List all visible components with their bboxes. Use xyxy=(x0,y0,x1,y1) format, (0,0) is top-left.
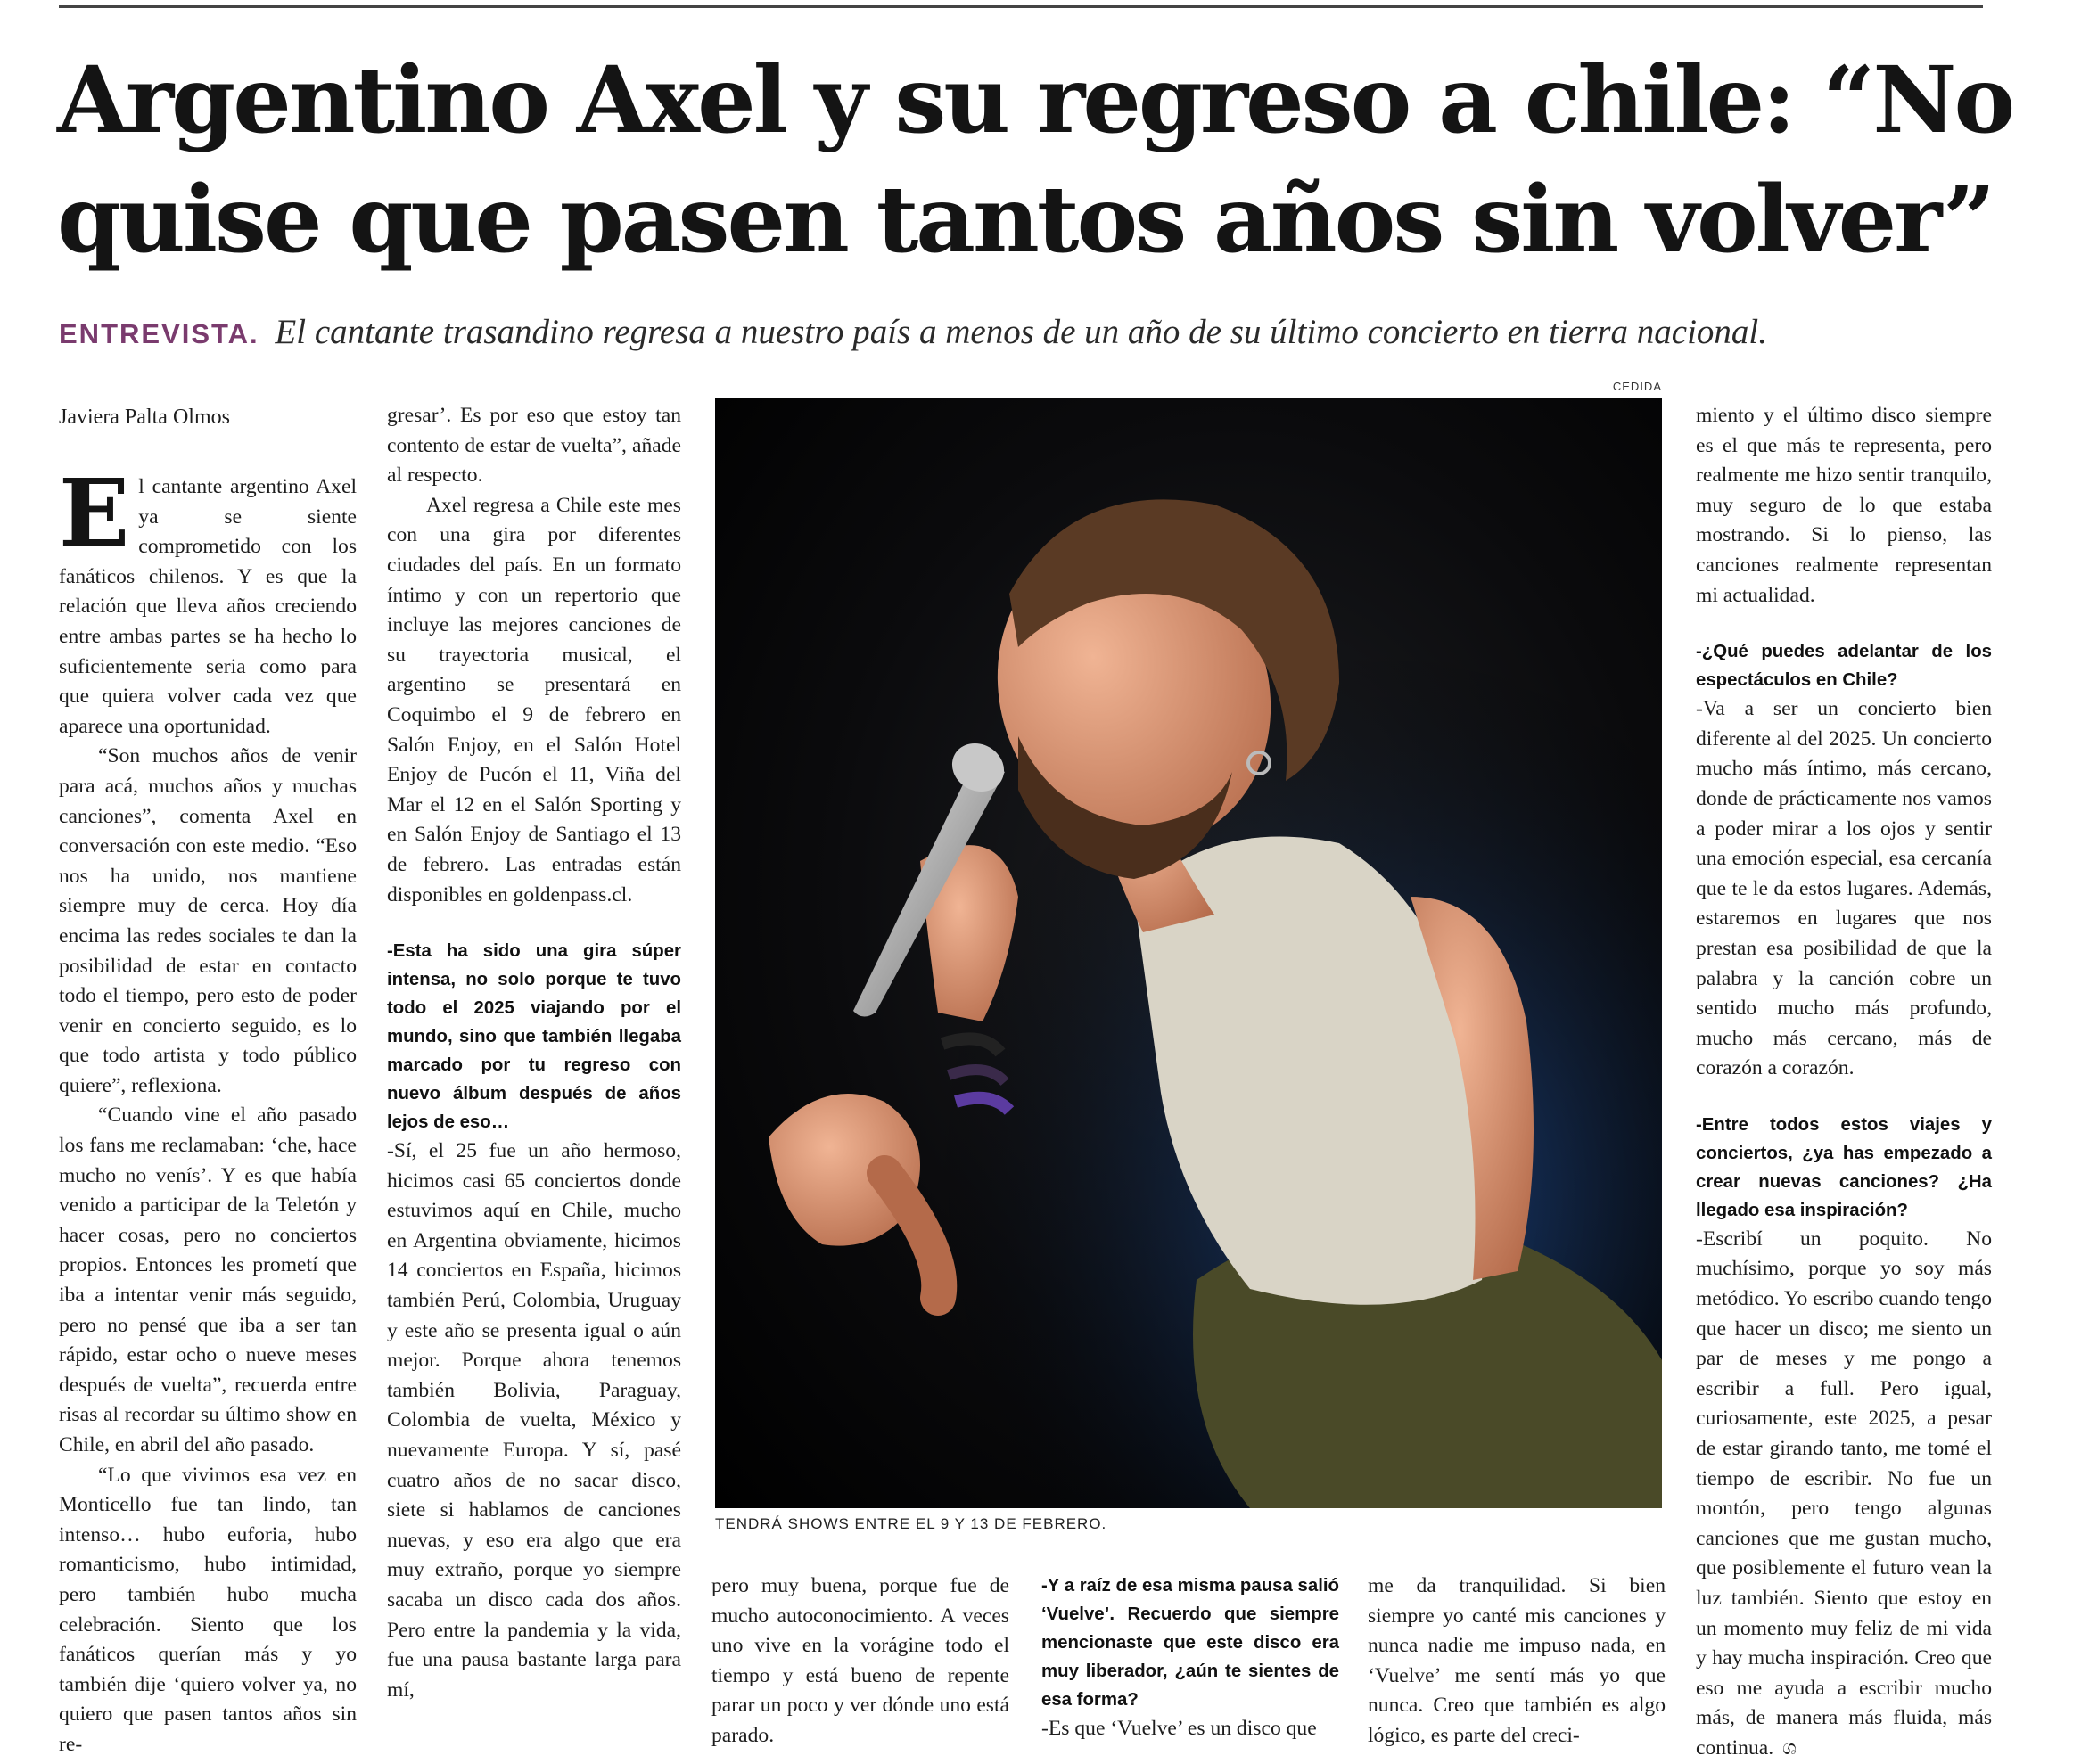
photo-credit: CEDIDA xyxy=(1612,380,1662,393)
paragraph: “Cuando vine el año pasado los fans me reclamaban: ‘che, hace mucho no venís’. Y es que había venido a participar de la Teletón y hacer cosas, pero no conciertos propios. Entonces les prometí que iba a intentar venir más seguido, pero no pensé que iba a ser tan rápido, estar ocho o nueve meses después de vuelta”, recuerda entre risas al recordar su último show en Chile, en abril del año pasado. xyxy=(59,1104,357,1456)
end-mark: ශ xyxy=(1782,1736,1797,1760)
interview-question: -Esta ha sido una gira súper intensa, no solo porque te tuvo todo el 2025 viajando por el mundo, sino que también llegaba marcado por tu regreso con nuevo álbum después de años lejos de eso… xyxy=(387,941,681,1133)
photo-caption: TENDRÁ SHOWS ENTRE EL 9 Y 13 DE FEBRERO. xyxy=(715,1515,1107,1532)
answer-text: -Escribí un poquito. No muchísimo, porque yo soy más metódico. Yo escribo cuando tengo que hacer un disco; me siento un par de meses y me pongo a escribir a full. Pero igual, curiosamente, este 2025, a pesar de estar girando tanto, me tomé el tiempo de escribir. No fue un montón, pero tengo algunas canciones que me gustan mucho, que posiblemente el futuro vean la luz también. Siento que estoy en un momento muy feliz de mi vida y hay mucha inspiración. Creo que eso me ayuda a escribir mucho más, de manera más fluida, más continua. xyxy=(1696,1227,1992,1760)
interview-question: -¿Qué puedes adelantar de los espectáculos en Chile? xyxy=(1696,642,1992,691)
paragraph: gresar’. Es por eso que estoy tan contento de estar de vuelta”, añade al respecto. xyxy=(387,404,681,488)
article-column-4 xyxy=(1041,1571,1339,1744)
section-kicker: ENTREVISTA. xyxy=(59,318,259,349)
interview-question: -Entre todos estos viajes y conciertos, ¿ya has empezado a crear nuevas canciones? ¿Ha llegado esa inspiración? xyxy=(1696,1114,1992,1220)
concert-photo xyxy=(715,398,1662,1508)
paragraph: “Son muchos años de venir para acá, muchos años y muchas canciones”, comenta Axel en conversación con este medio. “Eso nos ha unido, nos mantiene siempre muy de cerca. Hoy día encima las redes sociales te dan la posibilidad de estar en contacto todo el tiempo, pero esto de poder venir en concierto seguido, es lo que todo artista y todo público quiere”, reflexiona. xyxy=(59,744,357,1097)
article-column-1 xyxy=(59,401,357,1760)
standfirst: El cantante trasandino regresa a nuestro país a menos de un año de su último concierto en tierra nacional. xyxy=(275,313,1767,351)
paragraph: Axel regresa a Chile este mes con una gira por diferentes ciudades del país. En un formato íntimo y con un repertorio que incluye las mejores canciones de su trayectoria musical, el argentino se presentará en Coquimbo el 9 de febrero en Salón Enjoy, en el Salón Hotel Enjoy de Pucón el 11, Viña del Mar el 12 en el Salón Sporting y en Salón Enjoy de Santiago el 13 de febrero. Las entradas están disponibles en goldenpass.cl. xyxy=(387,493,681,907)
article-column-3 xyxy=(711,1571,1009,1752)
article-column-6 xyxy=(1696,401,1992,1764)
byline: Javiera Palta Olmos xyxy=(59,406,230,429)
lead-paragraph xyxy=(59,458,357,742)
drop-cap: E xyxy=(59,458,130,568)
top-rule xyxy=(59,5,1983,8)
singer-illustration xyxy=(715,398,1662,1508)
article-column-5 xyxy=(1368,1571,1666,1752)
paragraph: miento y el último disco siempre es el que más te representa, pero realmente me hizo sentir tranquilo, muy seguro de lo que estaba mostrando. Si lo pienso, las canciones realmente representan mi actualidad. xyxy=(1696,404,1992,607)
interview-answer: -Es que ‘Vuelve’ es un disco que xyxy=(1041,1717,1317,1740)
interview-answer: -Va a ser un concierto bien diferente al del 2025. Un concierto mucho más íntimo, más cercano, donde de prácticamente nos vamos a poder mirar a los ojos y sentir una emoción especial, esa cercanía que te le da estos lugares. Además, estaremos en lugares que nos prestan esa posibilidad de que la palabra y la canción cobre un sentido mucho más profundo, mucho más cercano, más de corazón a corazón. xyxy=(1696,697,1992,1080)
headline: Argentino Axel y su regreso a chile: “No quise que pasen tantos años sin volver” xyxy=(57,46,2013,274)
paragraph: me da tranquilidad. Si bien siempre yo canté mis canciones y nunca nadie me impuso nada, en ‘Vuelve’ me sentí más yo que nunca. Creo que también es algo lógico, es parte del creci- xyxy=(1368,1574,1666,1747)
article-column-2 xyxy=(387,401,681,1705)
deck xyxy=(59,312,2020,355)
interview-answer: -Sí, el 25 fue un año hermoso, hicimos casi 65 conciertos donde estuvimos aquí en Chile, mucho en Argentina obviamente, hicimos 14 conciertos en España, hicimos también Perú, Colombia, Uruguay y este año se presenta igual o aún mejor. Porque ahora tenemos también Bolivia, Paraguay, Colombia de vuelta, México y nuevamente Europa. Y sí, pasé cuatro años de no sacar disco, siete si hablamos de canciones nuevas, y eso era algo que era muy extraño, porque yo siempre sacaba un disco cada dos años. Pero entre la pandemia y la vida, fue una pausa bastante larga para mí, xyxy=(387,1139,681,1702)
lead-text: l cantante argentino Axel ya se siente comprometido con los fanáticos chilenos. Y es que la relación que lleva años creciendo entre ambas partes se ha hecho lo suficientemente seria como para que quiera volver cada vez que aparece una oportunidad. xyxy=(59,475,357,738)
interview-question: -Y a raíz de esa misma pausa salió ‘Vuelve’. Recuerdo que siempre mencionaste que este disco era muy liberador, ¿aún te sientes de esa forma? xyxy=(1041,1576,1339,1710)
paragraph: pero muy buena, porque fue de mucho autoconocimiento. A veces uno vive en la vorágine todo el tiempo y está bueno de repente parar un poco y ver dónde uno está parado. xyxy=(711,1574,1009,1747)
interview-answer xyxy=(1696,1225,1992,1764)
paragraph: “Lo que vivimos esa vez en Monticello fue tan lindo, tan intenso… hubo euforia, hubo romanticismo, hubo intimidad, pero también hubo mucha celebración. Siento que los fanáticos querían más y yo también dije ‘quiero volver ya, no quiero que pasen tantos años sin re- xyxy=(59,1463,357,1756)
